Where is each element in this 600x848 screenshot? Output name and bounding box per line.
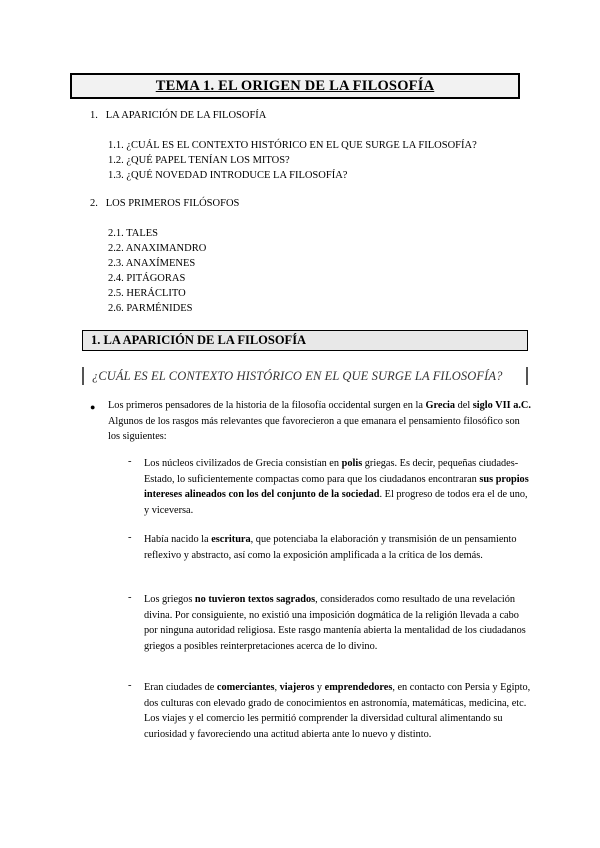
- page-title: TEMA 1. EL ORIGEN DE LA FILOSOFÍA: [155, 77, 435, 94]
- list-item: Los núcleos civilizados de Grecia consistían en polis griegas. Es decir, pequeñas ciudades-Estado, lo suficientemente compactas como para que los ciudadanos encontraran sus propios intereses alineados con los del conjunto de la sociedad. El progreso de todos era el de uno, y viceversa.: [144, 458, 529, 516]
- toc-item: 1.3. ¿QUÉ NOVEDAD INTRODUCE LA FILOSOFÍA?: [108, 170, 348, 181]
- toc-section-label: LA APARICIÓN DE LA FILOSOFÍA: [105, 110, 267, 121]
- toc-section-1: [90, 110, 266, 121]
- toc-section-1-items: [108, 138, 477, 183]
- dash-marker: -: [128, 532, 132, 543]
- toc-item: 2.5. HERÁCLITO: [108, 288, 186, 299]
- section-heading-box: [82, 330, 528, 351]
- toc-item: 2.6. PARMÉNIDES: [108, 303, 193, 314]
- dash-marker: -: [128, 680, 132, 691]
- subheading-box: [82, 367, 528, 385]
- list-item: Los griegos no tuvieron textos sagrados, considerados como resultado de una revelación divina. Por consiguiente, no existió una imposición dogmática de la religión llevada a cabo por ninguna autoridad religiosa. Este rasgo mantenía abierta la mentalidad de los ciudadanos griegos a posibles reinterpretaciones acerca de lo divino.: [144, 594, 526, 652]
- toc-item: 2.1. TALES: [108, 228, 159, 239]
- toc-item: 1.1. ¿CUÁL ES EL CONTEXTO HISTÓRICO EN EL QUE SURGE LA FILOSOFÍA?: [108, 140, 477, 151]
- toc-section-2: [90, 198, 239, 209]
- toc-item: 2.4. PITÁGORAS: [108, 273, 186, 284]
- toc-item: 1.2. ¿QUÉ PAPEL TENÍAN LOS MITOS?: [108, 155, 290, 166]
- toc-section-number: 1.: [90, 110, 98, 121]
- dash-marker: -: [128, 456, 132, 467]
- list-item: Eran ciudades de comerciantes, viajeros y emprendedores, en contacto con Persia y Egipto, dos culturas con elevado grado de conocimientos en astronomía, matemáticas, medicina, etc. Los viajes y el comercio les permitió comprender la diversidad cultural alimentando su curiosidad y favoreciendo una actitud abierta ante lo nuevo y distinto.: [144, 682, 531, 740]
- bullet-icon: ●: [90, 402, 96, 412]
- title-box: [70, 73, 520, 99]
- toc-item: 2.2. ANAXIMANDRO: [108, 243, 207, 254]
- list-item: Había nacido la escritura, que potenciaba la elaboración y transmisión de un pensamiento reflexivo y abstracto, así como la exposición amplificada a la crítica de los demás.: [144, 534, 517, 561]
- dash-marker: -: [128, 592, 132, 603]
- subheading: ¿CUÁL ES EL CONTEXTO HISTÓRICO EN EL QUE SURGE LA FILOSOFÍA?: [92, 368, 503, 383]
- intro-paragraph: Los primeros pensadores de la historia de la filosofía occidental surgen en la Grecia del siglo VII a.C. Algunos de los rasgos más relevantes que favorecieron a que emanara el pensamiento filosófico son los siguientes:: [108, 400, 531, 442]
- toc-section-number: 2.: [90, 198, 98, 209]
- toc-section-2-items: [108, 226, 206, 316]
- toc-section-label: LOS PRIMEROS FILÓSOFOS: [105, 198, 240, 209]
- section-heading: 1. LA APARICIÓN DE LA FILOSOFÍA: [91, 333, 307, 347]
- toc-item: 2.3. ANAXÍMENES: [108, 258, 196, 269]
